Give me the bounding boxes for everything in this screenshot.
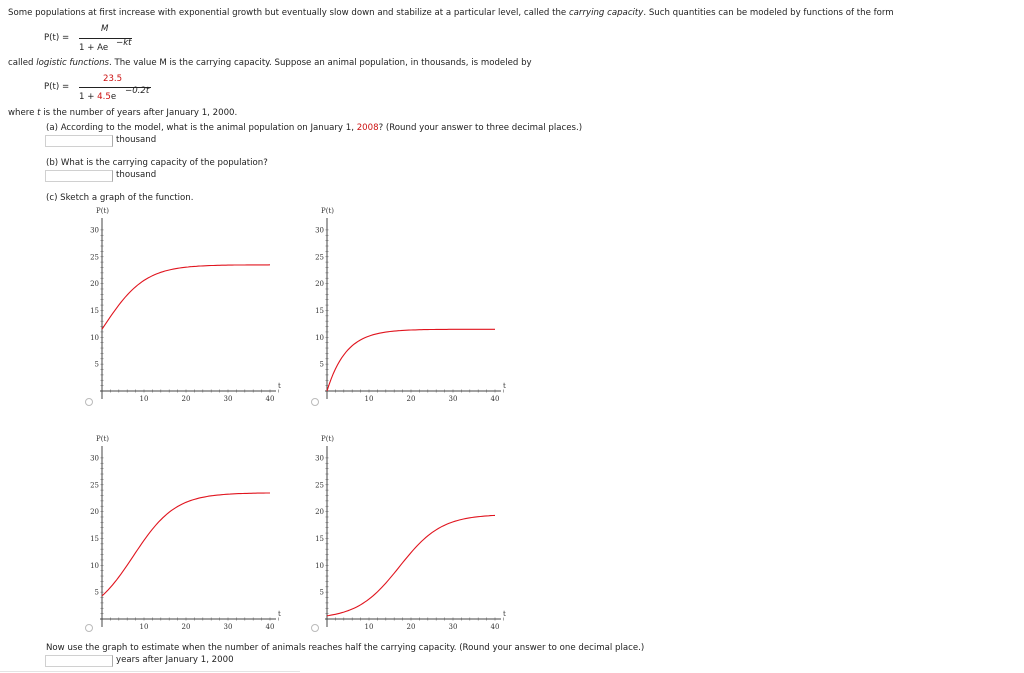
graph-1-svg — [80, 204, 295, 416]
logistic-curve — [327, 329, 495, 391]
final-question: Now use the graph to estimate when the number of animals reaches half the carrying capacity. (Round your answer to one decimal place.) — [46, 643, 645, 653]
y-tick-label: 15 — [315, 306, 324, 315]
y-tick-label: 25 — [315, 253, 324, 262]
general-formula-numerator: M — [101, 24, 109, 34]
part-c-question: (c) Sketch a graph of the function. — [46, 193, 194, 203]
y-tick-label: 15 — [90, 306, 99, 315]
x-tick-label: 20 — [406, 395, 416, 403]
x-tick-label: 40 — [265, 395, 275, 403]
y-tick-label: 20 — [90, 280, 99, 289]
denominator-coefficient: 4.5 — [97, 92, 111, 102]
final-answer-input[interactable] — [45, 655, 113, 667]
specific-formula-denominator — [79, 92, 116, 102]
y-tick-label: 20 — [90, 508, 99, 517]
y-tick-label: 5 — [319, 588, 324, 597]
part-a-answer-input[interactable] — [45, 135, 113, 147]
y-tick-label: 30 — [90, 226, 99, 235]
graph-option-3-radio[interactable] — [85, 624, 93, 632]
denominator-e: e — [110, 92, 117, 102]
y-tick-label: 5 — [94, 588, 99, 597]
x-tick-label: 20 — [406, 623, 416, 631]
y-tick-label: 10 — [90, 333, 99, 342]
x-axis-label: t — [503, 610, 506, 618]
x-tick-label: 40 — [490, 395, 500, 403]
part-a-before: (a) According to the model, what is the animal population on January 1, — [46, 123, 357, 133]
x-tick-label: 10 — [364, 623, 374, 631]
x-tick-label: 30 — [448, 395, 458, 403]
x-tick-label: 30 — [223, 623, 233, 631]
general-formula-denominator — [79, 43, 108, 53]
denominator-one: 1 + — [79, 92, 98, 102]
x-axis-label: t — [503, 382, 506, 390]
graph-3-svg — [80, 432, 295, 644]
logistic-functions-term: logistic functions — [36, 58, 110, 68]
x-axis-label: t — [278, 610, 281, 618]
graph-2-svg — [305, 204, 520, 416]
y-tick-label: 20 — [315, 280, 324, 289]
graph-option-1 — [80, 204, 295, 416]
graph-option-4 — [305, 432, 520, 644]
y-tick-label: 25 — [90, 253, 99, 262]
general-denominator-text: 1 + Ae — [79, 43, 109, 53]
graph-4-svg — [305, 432, 520, 644]
x-tick-label: 10 — [364, 395, 374, 403]
called-after: . The value M is the carrying capacity. Suppose an animal population, in thousands, is modeled by — [109, 58, 532, 68]
where-before: where — [8, 108, 38, 118]
y-tick-label: 20 — [315, 508, 324, 517]
part-a-question — [46, 123, 582, 133]
x-tick-label: 40 — [490, 623, 500, 631]
y-axis-label: P(t) — [96, 435, 109, 443]
graph-option-1-radio[interactable] — [85, 398, 93, 406]
y-tick-label: 15 — [315, 534, 324, 543]
x-tick-label: 30 — [223, 395, 233, 403]
x-tick-label: 40 — [265, 623, 275, 631]
specific-formula-numerator: 23.5 — [103, 74, 123, 84]
general-formula-lhs: P(t) = — [44, 33, 70, 43]
called-before: called — [8, 58, 37, 68]
y-tick-label: 10 — [315, 561, 324, 570]
graph-option-2 — [305, 204, 520, 416]
y-tick-label: 10 — [315, 333, 324, 342]
where-after: is the number of years after January 1, 2000. — [40, 108, 238, 118]
y-tick-label: 30 — [90, 454, 99, 463]
specific-formula-lhs: P(t) = — [44, 82, 70, 92]
logistic-curve — [327, 515, 495, 615]
y-tick-label: 5 — [94, 360, 99, 369]
graph-option-2-radio[interactable] — [311, 398, 319, 406]
logistic-curve — [102, 493, 270, 596]
intro-text — [8, 8, 894, 18]
y-tick-label: 30 — [315, 454, 324, 463]
general-formula-exponent: −kt — [116, 38, 132, 48]
y-tick-label: 25 — [90, 481, 99, 490]
logistic-curve — [102, 265, 270, 329]
y-tick-label: 25 — [315, 481, 324, 490]
graph-option-4-radio[interactable] — [311, 624, 319, 632]
part-a-year: 2008 — [356, 123, 379, 133]
part-a-after: ? (Round your answer to three decimal places.) — [378, 123, 583, 133]
final-answer-unit: years after January 1, 2000 — [116, 655, 234, 665]
y-axis-label: P(t) — [321, 435, 334, 443]
intro-text-before: Some populations at first increase with exponential growth but eventually slow down and stabilize at a particular level, called the — [8, 8, 569, 18]
x-tick-label: 20 — [181, 623, 191, 631]
part-b-question: (b) What is the carrying capacity of the population? — [46, 158, 268, 168]
logistic-definition-text — [8, 58, 532, 68]
y-tick-label: 10 — [90, 561, 99, 570]
where-var: t — [37, 108, 41, 118]
carrying-capacity-term: carrying capacity — [568, 8, 644, 18]
x-axis-label: t — [278, 382, 281, 390]
part-b-answer-input[interactable] — [45, 170, 113, 182]
y-tick-label: 5 — [319, 360, 324, 369]
x-tick-label: 10 — [139, 623, 149, 631]
graph-option-3 — [80, 432, 295, 644]
y-axis-label: P(t) — [321, 207, 334, 215]
intro-text-tail: . Such quantities can be modeled by functions of the form — [643, 8, 894, 18]
part-b-unit: thousand — [116, 170, 157, 180]
x-tick-label: 10 — [139, 395, 149, 403]
specific-formula-exponent: −0.2t — [125, 86, 150, 96]
part-a-unit: thousand — [116, 135, 157, 145]
y-tick-label: 30 — [315, 226, 324, 235]
x-tick-label: 20 — [181, 395, 191, 403]
y-tick-label: 15 — [90, 534, 99, 543]
where-text — [8, 108, 237, 118]
y-axis-label: P(t) — [96, 207, 109, 215]
x-tick-label: 30 — [448, 623, 458, 631]
bottom-divider — [0, 671, 300, 672]
